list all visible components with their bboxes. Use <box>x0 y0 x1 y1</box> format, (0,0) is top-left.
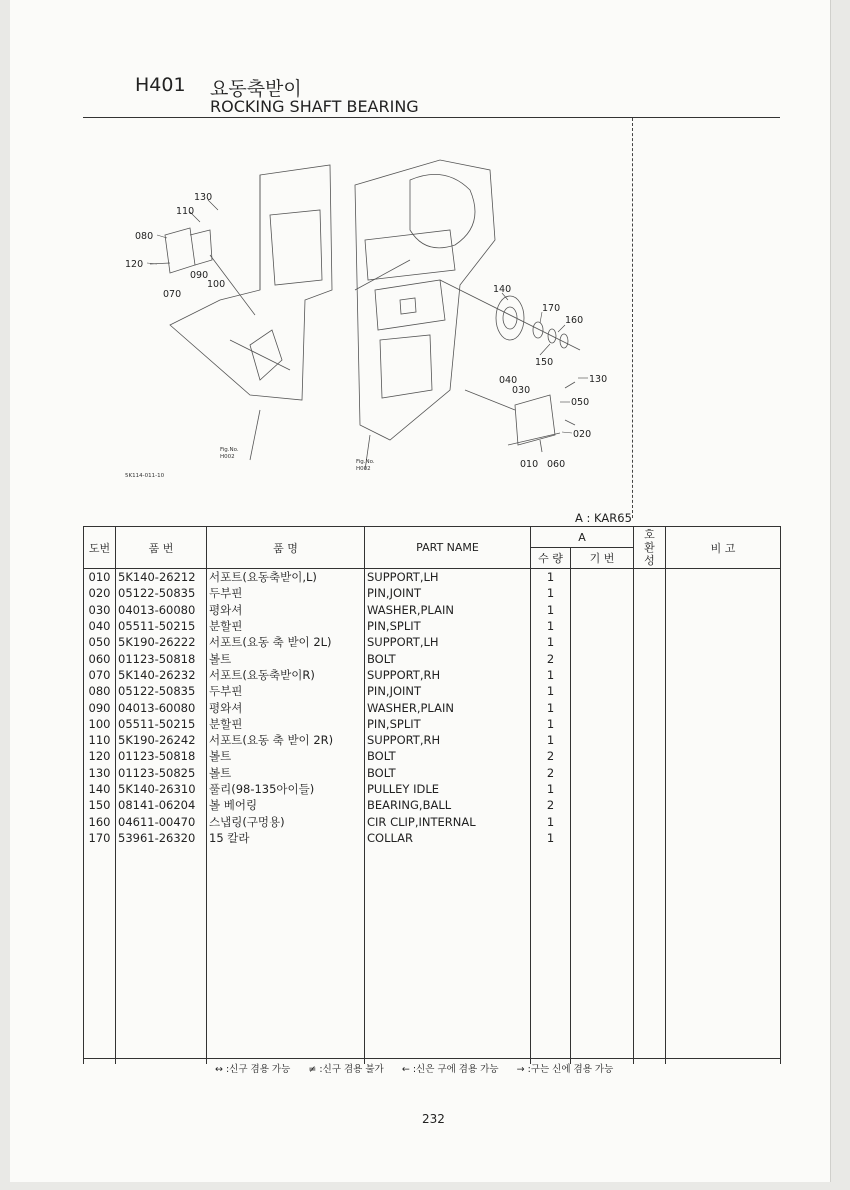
part-name-english-cell: COLLAR <box>365 830 531 846</box>
part-number-cell: 5K140-26212 <box>116 569 207 586</box>
exploded-parts-diagram <box>110 140 640 485</box>
ref-no-cell: 040 <box>84 618 116 634</box>
part-number-cell: 53961-26320 <box>116 830 207 846</box>
compatibility-cell <box>634 797 666 813</box>
callout-060: 060 <box>547 459 566 470</box>
table-row <box>84 634 781 650</box>
part-name-korean-cell: 볼트 <box>207 765 365 781</box>
part-name-korean-cell: 평와셔 <box>207 602 365 618</box>
table-row <box>84 765 781 781</box>
quantity-cell: 1 <box>531 830 571 846</box>
fig-label-left: Fig.No. <box>220 447 239 453</box>
callout-080: 080 <box>135 231 154 242</box>
quantity-cell: 1 <box>531 683 571 699</box>
ref-no-cell: 030 <box>84 602 116 618</box>
table-row <box>84 748 781 764</box>
part-number-cell: 5K190-26242 <box>116 732 207 748</box>
compatibility-cell <box>634 765 666 781</box>
ref-no-cell: 010 <box>84 569 116 586</box>
header-serial: 기 번 <box>571 548 634 569</box>
part-name-korean-cell: 볼 베어링 <box>207 797 365 813</box>
title-english: ROCKING SHAFT BEARING <box>210 97 419 116</box>
table-row <box>84 602 781 618</box>
remarks-cell <box>666 683 781 699</box>
remarks-cell <box>666 797 781 813</box>
model-label: A : KAR65 <box>575 511 632 525</box>
part-number-cell: 05122-50835 <box>116 683 207 699</box>
quantity-cell: 1 <box>531 569 571 586</box>
part-name-korean-cell: 볼트 <box>207 650 365 666</box>
serial-cell <box>571 813 634 829</box>
fig-ref-left: H002 <box>220 454 235 460</box>
table-bottom-rule <box>83 1058 780 1059</box>
ref-no-cell: 120 <box>84 748 116 764</box>
part-name-english-cell: SUPPORT,LH <box>365 634 531 650</box>
serial-cell <box>571 585 634 601</box>
quantity-cell: 1 <box>531 716 571 732</box>
compatibility-cell <box>634 650 666 666</box>
table-row <box>84 569 781 586</box>
part-name-korean-cell: 두부핀 <box>207 585 365 601</box>
serial-cell <box>571 765 634 781</box>
parts-table-body <box>84 569 781 1065</box>
header-model-a: A <box>531 527 634 548</box>
part-name-korean-cell: 볼트 <box>207 748 365 764</box>
quantity-cell: 1 <box>531 585 571 601</box>
part-name-english-cell: PULLEY IDLE <box>365 781 531 797</box>
part-name-korean-cell: 분할핀 <box>207 716 365 732</box>
ref-no-cell: 140 <box>84 781 116 797</box>
callout-040: 040 <box>499 375 518 386</box>
compatibility-cell <box>634 813 666 829</box>
part-number-cell: 05122-50835 <box>116 585 207 601</box>
part-number-cell: 08141-06204 <box>116 797 207 813</box>
remarks-cell <box>666 813 781 829</box>
ref-no-cell: 090 <box>84 699 116 715</box>
quantity-cell: 1 <box>531 618 571 634</box>
ref-no-cell: 070 <box>84 667 116 683</box>
remarks-cell <box>666 716 781 732</box>
compatibility-cell <box>634 634 666 650</box>
remarks-cell <box>666 585 781 601</box>
table-row <box>84 618 781 634</box>
empty-cell <box>207 846 365 1064</box>
part-number-cell: 01123-50818 <box>116 748 207 764</box>
table-row <box>84 667 781 683</box>
table-row <box>84 830 781 846</box>
legend-new-to-old: ← :신은 구에 겸용 가능 <box>401 1064 499 1075</box>
callout-150: 150 <box>535 357 554 368</box>
ref-no-cell: 160 <box>84 813 116 829</box>
quantity-cell: 2 <box>531 650 571 666</box>
table-row <box>84 683 781 699</box>
part-name-english-cell: SUPPORT,LH <box>365 569 531 586</box>
callout-030: 030 <box>512 385 531 396</box>
quantity-cell: 1 <box>531 699 571 715</box>
compatibility-cell <box>634 830 666 846</box>
header-ref-no: 도번 <box>84 527 116 569</box>
serial-cell <box>571 748 634 764</box>
part-name-english-cell: BOLT <box>365 765 531 781</box>
compatibility-cell <box>634 667 666 683</box>
part-name-english-cell: PIN,JOINT <box>365 585 531 601</box>
empty-cell <box>531 846 571 1064</box>
ref-no-cell: 020 <box>84 585 116 601</box>
quantity-cell: 1 <box>531 667 571 683</box>
empty-cell <box>84 846 116 1064</box>
part-name-english-cell: CIR CLIP,INTERNAL <box>365 813 531 829</box>
part-name-english-cell: SUPPORT,RH <box>365 667 531 683</box>
empty-cell <box>634 846 666 1064</box>
legend-old-to-new: → :구는 신에 겸용 가능 <box>516 1064 614 1075</box>
section-code: H401 <box>135 74 186 96</box>
serial-cell <box>571 569 634 586</box>
ref-no-cell: 050 <box>84 634 116 650</box>
table-row <box>84 699 781 715</box>
table-row <box>84 585 781 601</box>
part-name-korean-cell: 분할핀 <box>207 618 365 634</box>
header-part-number: 품 번 <box>116 527 207 569</box>
part-number-cell: 5K140-26232 <box>116 667 207 683</box>
quantity-cell: 1 <box>531 602 571 618</box>
serial-cell <box>571 797 634 813</box>
table-row <box>84 716 781 732</box>
remarks-cell <box>666 650 781 666</box>
part-name-korean-cell: 풀리(98-135아이들) <box>207 781 365 797</box>
remarks-cell <box>666 765 781 781</box>
empty-cell <box>571 846 634 1064</box>
parts-table <box>83 526 781 1064</box>
serial-cell <box>571 683 634 699</box>
drawing-code: 5K114-011-10 <box>125 473 165 479</box>
callout-130-left: 130 <box>194 192 213 203</box>
part-number-cell: 05511-50215 <box>116 618 207 634</box>
callout-120: 120 <box>125 259 144 270</box>
remarks-cell <box>666 732 781 748</box>
part-name-english-cell: PIN,JOINT <box>365 683 531 699</box>
callout-070: 070 <box>163 289 182 300</box>
part-name-korean-cell: 서포트(요동 축 받이 2L) <box>207 634 365 650</box>
table-row <box>84 781 781 797</box>
ref-no-cell: 060 <box>84 650 116 666</box>
part-name-english-cell: BOLT <box>365 748 531 764</box>
part-name-english-cell: PIN,SPLIT <box>365 716 531 732</box>
compatibility-cell <box>634 781 666 797</box>
part-number-cell: 05511-50215 <box>116 716 207 732</box>
compatibility-cell <box>634 683 666 699</box>
ref-no-cell: 170 <box>84 830 116 846</box>
header-compatibility: 호 환 성 <box>634 527 666 569</box>
remarks-cell <box>666 618 781 634</box>
remarks-cell <box>666 634 781 650</box>
callout-100: 100 <box>207 279 226 290</box>
empty-cell <box>365 846 531 1064</box>
fig-ref-right: H002 <box>356 466 371 472</box>
part-name-english-cell: SUPPORT,RH <box>365 732 531 748</box>
part-name-korean-cell: 스냅링(구멍용) <box>207 813 365 829</box>
serial-cell <box>571 618 634 634</box>
header-part-name: PART NAME <box>365 527 531 569</box>
compatibility-cell <box>634 569 666 586</box>
remarks-cell <box>666 699 781 715</box>
quantity-cell: 2 <box>531 797 571 813</box>
callout-130-right: 130 <box>589 374 608 385</box>
ref-no-cell: 130 <box>84 765 116 781</box>
table-row <box>84 650 781 666</box>
title-korean: 요동축받이 <box>210 78 302 100</box>
part-name-korean-cell: 평와셔 <box>207 699 365 715</box>
part-number-cell: 5K190-26222 <box>116 634 207 650</box>
serial-cell <box>571 667 634 683</box>
quantity-cell: 2 <box>531 748 571 764</box>
compatibility-cell <box>634 748 666 764</box>
callout-140: 140 <box>493 284 512 295</box>
part-name-korean-cell: 서포트(요동축받이,L) <box>207 569 365 586</box>
legend-not-compatible: ≠ :신구 겸용 불가 <box>308 1064 384 1075</box>
quantity-cell: 1 <box>531 781 571 797</box>
compatibility-cell <box>634 618 666 634</box>
ref-no-cell: 110 <box>84 732 116 748</box>
legend-both-ways: ↔ :신구 겸용 가능 <box>215 1064 291 1075</box>
quantity-cell: 1 <box>531 634 571 650</box>
callout-050: 050 <box>571 397 590 408</box>
remarks-cell <box>666 748 781 764</box>
part-number-cell: 01123-50825 <box>116 765 207 781</box>
callout-110: 110 <box>176 206 195 217</box>
serial-cell <box>571 732 634 748</box>
quantity-cell: 2 <box>531 765 571 781</box>
remarks-cell <box>666 830 781 846</box>
empty-cell <box>666 846 781 1064</box>
part-name-korean-cell: 서포트(요동축받이R) <box>207 667 365 683</box>
callout-160: 160 <box>565 315 584 326</box>
part-number-cell: 01123-50818 <box>116 650 207 666</box>
serial-cell <box>571 781 634 797</box>
ref-no-cell: 080 <box>84 683 116 699</box>
callout-090: 090 <box>190 270 209 281</box>
compatibility-cell <box>634 585 666 601</box>
part-number-cell: 04611-00470 <box>116 813 207 829</box>
quantity-cell: 1 <box>531 732 571 748</box>
table-row <box>84 813 781 829</box>
compatibility-cell <box>634 602 666 618</box>
empty-cell <box>116 846 207 1064</box>
part-name-korean-cell: 두부핀 <box>207 683 365 699</box>
remarks-cell <box>666 569 781 586</box>
serial-cell <box>571 650 634 666</box>
callout-170: 170 <box>542 303 561 314</box>
callout-020: 020 <box>573 429 592 440</box>
part-name-english-cell: BOLT <box>365 650 531 666</box>
part-number-cell: 04013-60080 <box>116 699 207 715</box>
remarks-cell <box>666 602 781 618</box>
compatibility-cell <box>634 732 666 748</box>
table-row <box>84 732 781 748</box>
serial-cell <box>571 634 634 650</box>
ref-no-cell: 100 <box>84 716 116 732</box>
header-quantity: 수 량 <box>531 548 571 569</box>
header-name-korean: 품 명 <box>207 527 365 569</box>
remarks-cell <box>666 781 781 797</box>
part-number-cell: 04013-60080 <box>116 602 207 618</box>
callout-010: 010 <box>520 459 539 470</box>
part-name-korean-cell: 15 칼라 <box>207 830 365 846</box>
fig-label-right: Fig.No. <box>356 459 375 465</box>
header-rule <box>83 117 780 118</box>
remarks-cell <box>666 667 781 683</box>
serial-cell <box>571 830 634 846</box>
table-filler-row <box>84 846 781 1064</box>
header-remarks: 비 고 <box>666 527 781 569</box>
serial-cell <box>571 602 634 618</box>
part-name-english-cell: BEARING,BALL <box>365 797 531 813</box>
page-number: 232 <box>422 1112 445 1126</box>
part-name-english-cell: PIN,SPLIT <box>365 618 531 634</box>
part-name-korean-cell: 서포트(요동 축 받이 2R) <box>207 732 365 748</box>
serial-cell <box>571 699 634 715</box>
ref-no-cell: 150 <box>84 797 116 813</box>
compatibility-legend <box>215 1061 613 1075</box>
part-name-english-cell: WASHER,PLAIN <box>365 699 531 715</box>
part-number-cell: 5K140-26310 <box>116 781 207 797</box>
quantity-cell: 1 <box>531 813 571 829</box>
compatibility-cell <box>634 716 666 732</box>
part-name-english-cell: WASHER,PLAIN <box>365 602 531 618</box>
serial-cell <box>571 716 634 732</box>
compatibility-cell <box>634 699 666 715</box>
table-row <box>84 797 781 813</box>
